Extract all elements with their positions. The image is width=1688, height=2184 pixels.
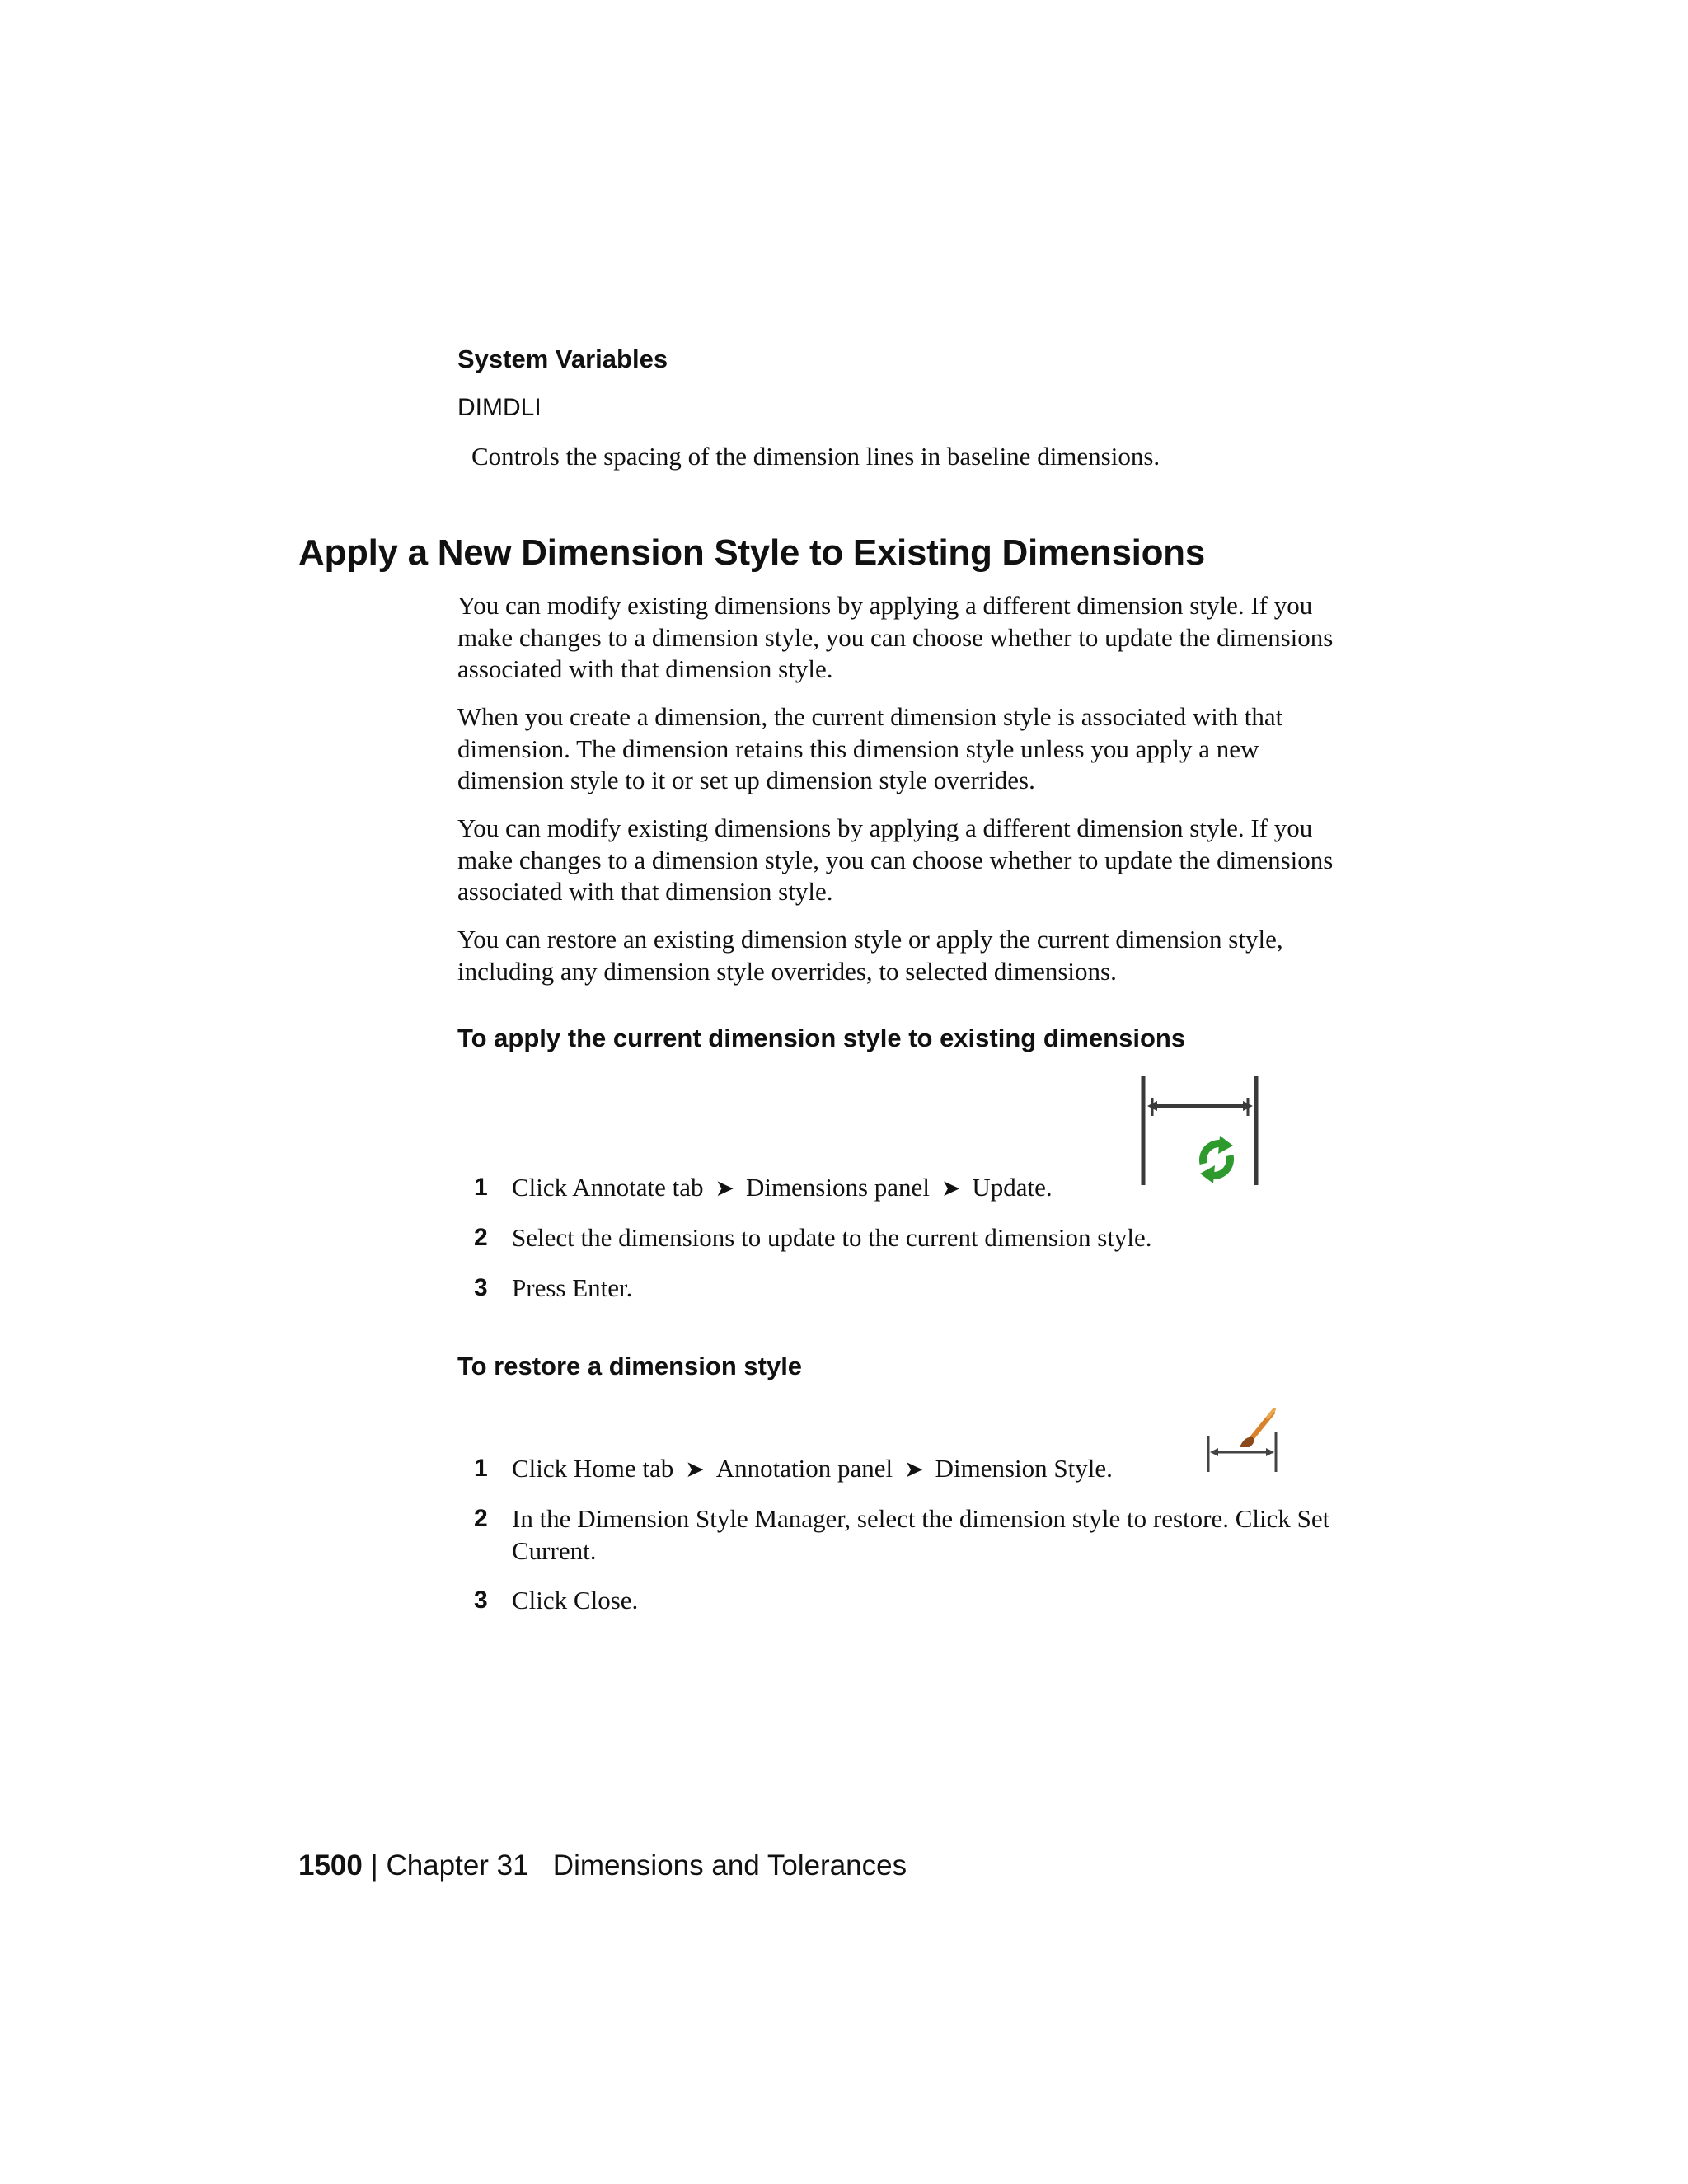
arrow-icon: ➤ — [904, 1457, 924, 1483]
system-variable-description: Controls the spacing of the dimension lines in baseline dimensions. — [471, 442, 1160, 471]
arrow-icon: ➤ — [940, 1176, 961, 1202]
step-text: Press Enter. — [512, 1273, 633, 1302]
procedure-heading-apply: To apply the current dimension style to existing dimensions — [457, 1024, 1186, 1052]
page-number: 1500 — [298, 1849, 363, 1882]
step-number: 1 — [474, 1455, 488, 1482]
step-text — [512, 1172, 1353, 1206]
body-paragraph: You can restore an existing dimension style or apply the current dimension style, including any dimension style overrides, to selected dimensions. — [457, 925, 1283, 986]
panel-reference: Annotation panel — [715, 1454, 893, 1483]
step-number: 1 — [474, 1174, 488, 1201]
ribbon-tab-reference: Click Home tab — [512, 1454, 674, 1483]
section-title: Apply a New Dimension Style to Existing Dimensions — [298, 532, 1205, 573]
ribbon-tab-reference: Click Annotate tab — [512, 1173, 704, 1202]
step-text: Click Close. — [512, 1586, 639, 1615]
step-text — [512, 1453, 1353, 1487]
arrow-icon: ➤ — [715, 1176, 734, 1202]
body-paragraph: You can modify existing dimensions by applying a different dimension style. If you make changes to a dimension style, you can choose whether to update the dimensions associated with that dimension style. — [457, 813, 1334, 906]
step-number: 3 — [474, 1274, 488, 1301]
system-variables-heading: System Variables — [457, 344, 668, 373]
chapter-label: Chapter 31 — [386, 1849, 529, 1882]
system-variable-name: DIMDLI — [457, 394, 542, 421]
panel-reference: Dimensions panel — [745, 1173, 930, 1202]
footer-separator: | — [370, 1849, 378, 1882]
command-reference: Dimension Style. — [935, 1454, 1113, 1483]
step-number: 2 — [474, 1224, 488, 1251]
arrow-icon: ➤ — [685, 1457, 705, 1483]
command-reference: Update. — [972, 1173, 1053, 1202]
body-paragraph: You can modify existing dimensions by applying a different dimension style. If you make changes to a dimension style, you can choose whether to update the dimensions associated with that dimension style. — [457, 591, 1334, 683]
step-number: 3 — [474, 1586, 488, 1614]
step-number: 2 — [474, 1505, 488, 1532]
step-text: In the Dimension Style Manager, select the dimension style to restore. Click Set Current. — [512, 1504, 1330, 1565]
step-text: Select the dimensions to update to the current dimension style. — [512, 1223, 1152, 1252]
procedure-heading-restore: To restore a dimension style — [457, 1352, 803, 1380]
body-paragraph: When you create a dimension, the current dimension style is associated with that dimension. The dimension retains this dimension style unless you apply a new dimension style to it or set up dimension style overrides. — [457, 702, 1283, 794]
page-footer — [298, 1849, 907, 1882]
chapter-title: Dimensions and Tolerances — [552, 1849, 907, 1882]
